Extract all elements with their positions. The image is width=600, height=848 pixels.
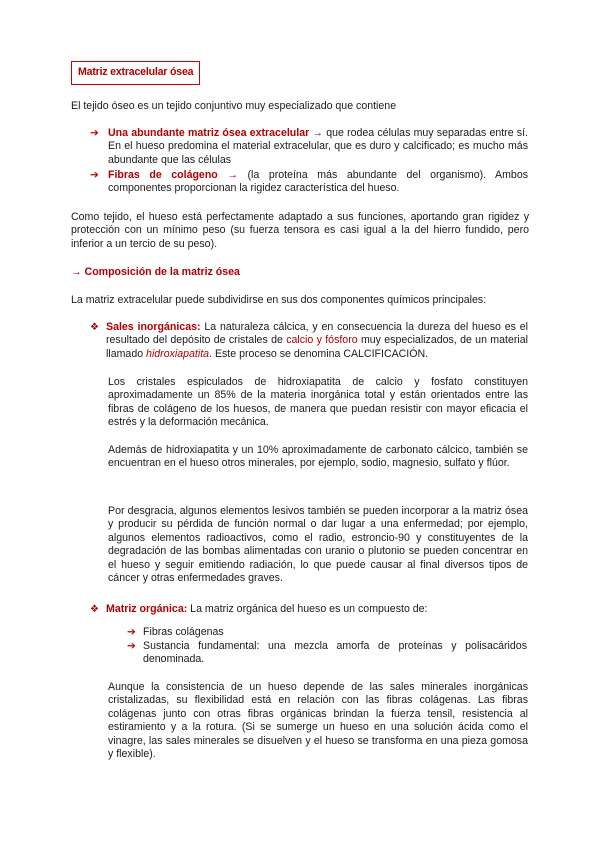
- list-item-body: . Este proceso se denomina CALCIFICACIÓN.: [209, 347, 429, 360]
- list-item-term: Una abundante matriz ósea extracelular: [108, 127, 310, 139]
- list-item-body: La matriz orgánica del hueso es un compuesto de:: [187, 603, 428, 615]
- salts-paragraph-3: Además de hidroxiapatita y un 10% aproximadamente de carbonato cálcico, también se encuentran en el hueso otros minerales, por ejemplo, sodio, magnesio, sulfato y flúor.: [108, 444, 528, 470]
- list-item-body: muy especializados, de un material llamado: [106, 334, 528, 360]
- salts-paragraph-4: Por desgracia, algunos elementos lesivos también se pueden incorporar a la matriz ósea y producir su pérdida de función normal o dar lugar a una enfermedad; por ejemplo, algunos elementos radioactivos, como el radio, estroncio-90 y constituyentes de la degradación de las bombas alimentadas con uranio o plutonio se pueden concentrar en el hueso y seguir emitiendo radiación, lo que puede causar al final diversos tipos de cáncer y otras enfermedades graves.: [108, 505, 528, 585]
- list-item: [127, 626, 527, 639]
- list-item: [127, 640, 527, 667]
- list-item-text: [106, 603, 528, 616]
- arrow-icon: ➔: [127, 626, 136, 638]
- list-item-body: La naturaleza cálcica, y en consecuencia la dureza del hueso es el resultado del depósito de cristales de: [106, 321, 528, 347]
- list-item: [90, 321, 528, 361]
- tissue-paragraph: Como tejido, el hueso está perfectamente adaptado a sus funciones, aportando gran rigidez y protección con un mínimo peso (su fuerza tensora es casi igual a la del hierro fundido, pero inferior a un tercio de su peso).: [71, 211, 529, 250]
- list-item-text: Fibras colágenas: [143, 626, 224, 638]
- components-paragraph: La matriz extracelular puede subdividirse en sus dos componentes químicos principales:: [71, 294, 487, 306]
- list-item-term: Matriz orgánica:: [106, 603, 188, 615]
- list-item-text: [108, 127, 528, 167]
- diamond-icon: ❖: [90, 604, 99, 615]
- list-item-term: Sales inorgánicas:: [106, 321, 201, 333]
- arrow-icon: ➔: [90, 127, 99, 139]
- list-item-text: [106, 321, 528, 361]
- organic-paragraph-2: Aunque la consistencia de un hueso depende de las sales minerales inorgánicas cristalizadas, su flexibilidad está en relación con las fibras colágenas. Las fibras colágenas junto con otras fibras orgánicas brindan la fuerza tensil, resistencia al estiramiento y a la rotura. (Si se sumerge un hueso en una solución ácida como el vinagre, las sales minerales se disuelven y el hueso se transforma en una pieza gomosa y flexible).: [108, 681, 528, 761]
- arrow-icon: ➔: [127, 640, 136, 652]
- list-item: [90, 603, 528, 616]
- salts-paragraph-2: Los cristales espiculados de hidroxiapatita de calcio y fosfato constituyen aproximadamente un 85% de la materia inorgánica total y están orientados entre las fibras de colágeno de los huesos, de manera que puedan resistir con mayor eficacia el estrés y la deformación mecánica.: [108, 376, 528, 429]
- highlight-text: calcio y fósforo: [286, 334, 358, 347]
- list-item-text: Sustancia fundamental: una mezcla amorfa de proteínas y polisacáridos denominada.: [143, 640, 527, 666]
- italic-term: hidroxiapatita: [146, 347, 210, 360]
- list-item-term: Fibras de colágeno: [108, 169, 218, 181]
- page-title: Matriz extracelular ósea: [71, 61, 200, 85]
- list-item-body: (la proteína más abundante del organismo). Ambos componentes proporcionan la rigidez característica del hueso.: [108, 169, 529, 195]
- term-arrow: →: [312, 127, 324, 139]
- diamond-icon: ❖: [90, 322, 99, 333]
- arrow-icon: ➔: [90, 169, 99, 181]
- list-item: [90, 127, 528, 167]
- list-item: [90, 169, 528, 196]
- list-item-text: [108, 169, 528, 196]
- term-arrow: →: [227, 169, 238, 181]
- section-heading: → Composición de la matriz ósea: [71, 266, 240, 278]
- list-item-body: que rodea células muy separadas entre sí. En el hueso predomina el material extracelular, que es duro y calcificado; es mucho más abundante que las células: [108, 127, 528, 166]
- intro-paragraph: El tejido óseo es un tejido conjuntivo muy especializado que contiene: [71, 100, 397, 112]
